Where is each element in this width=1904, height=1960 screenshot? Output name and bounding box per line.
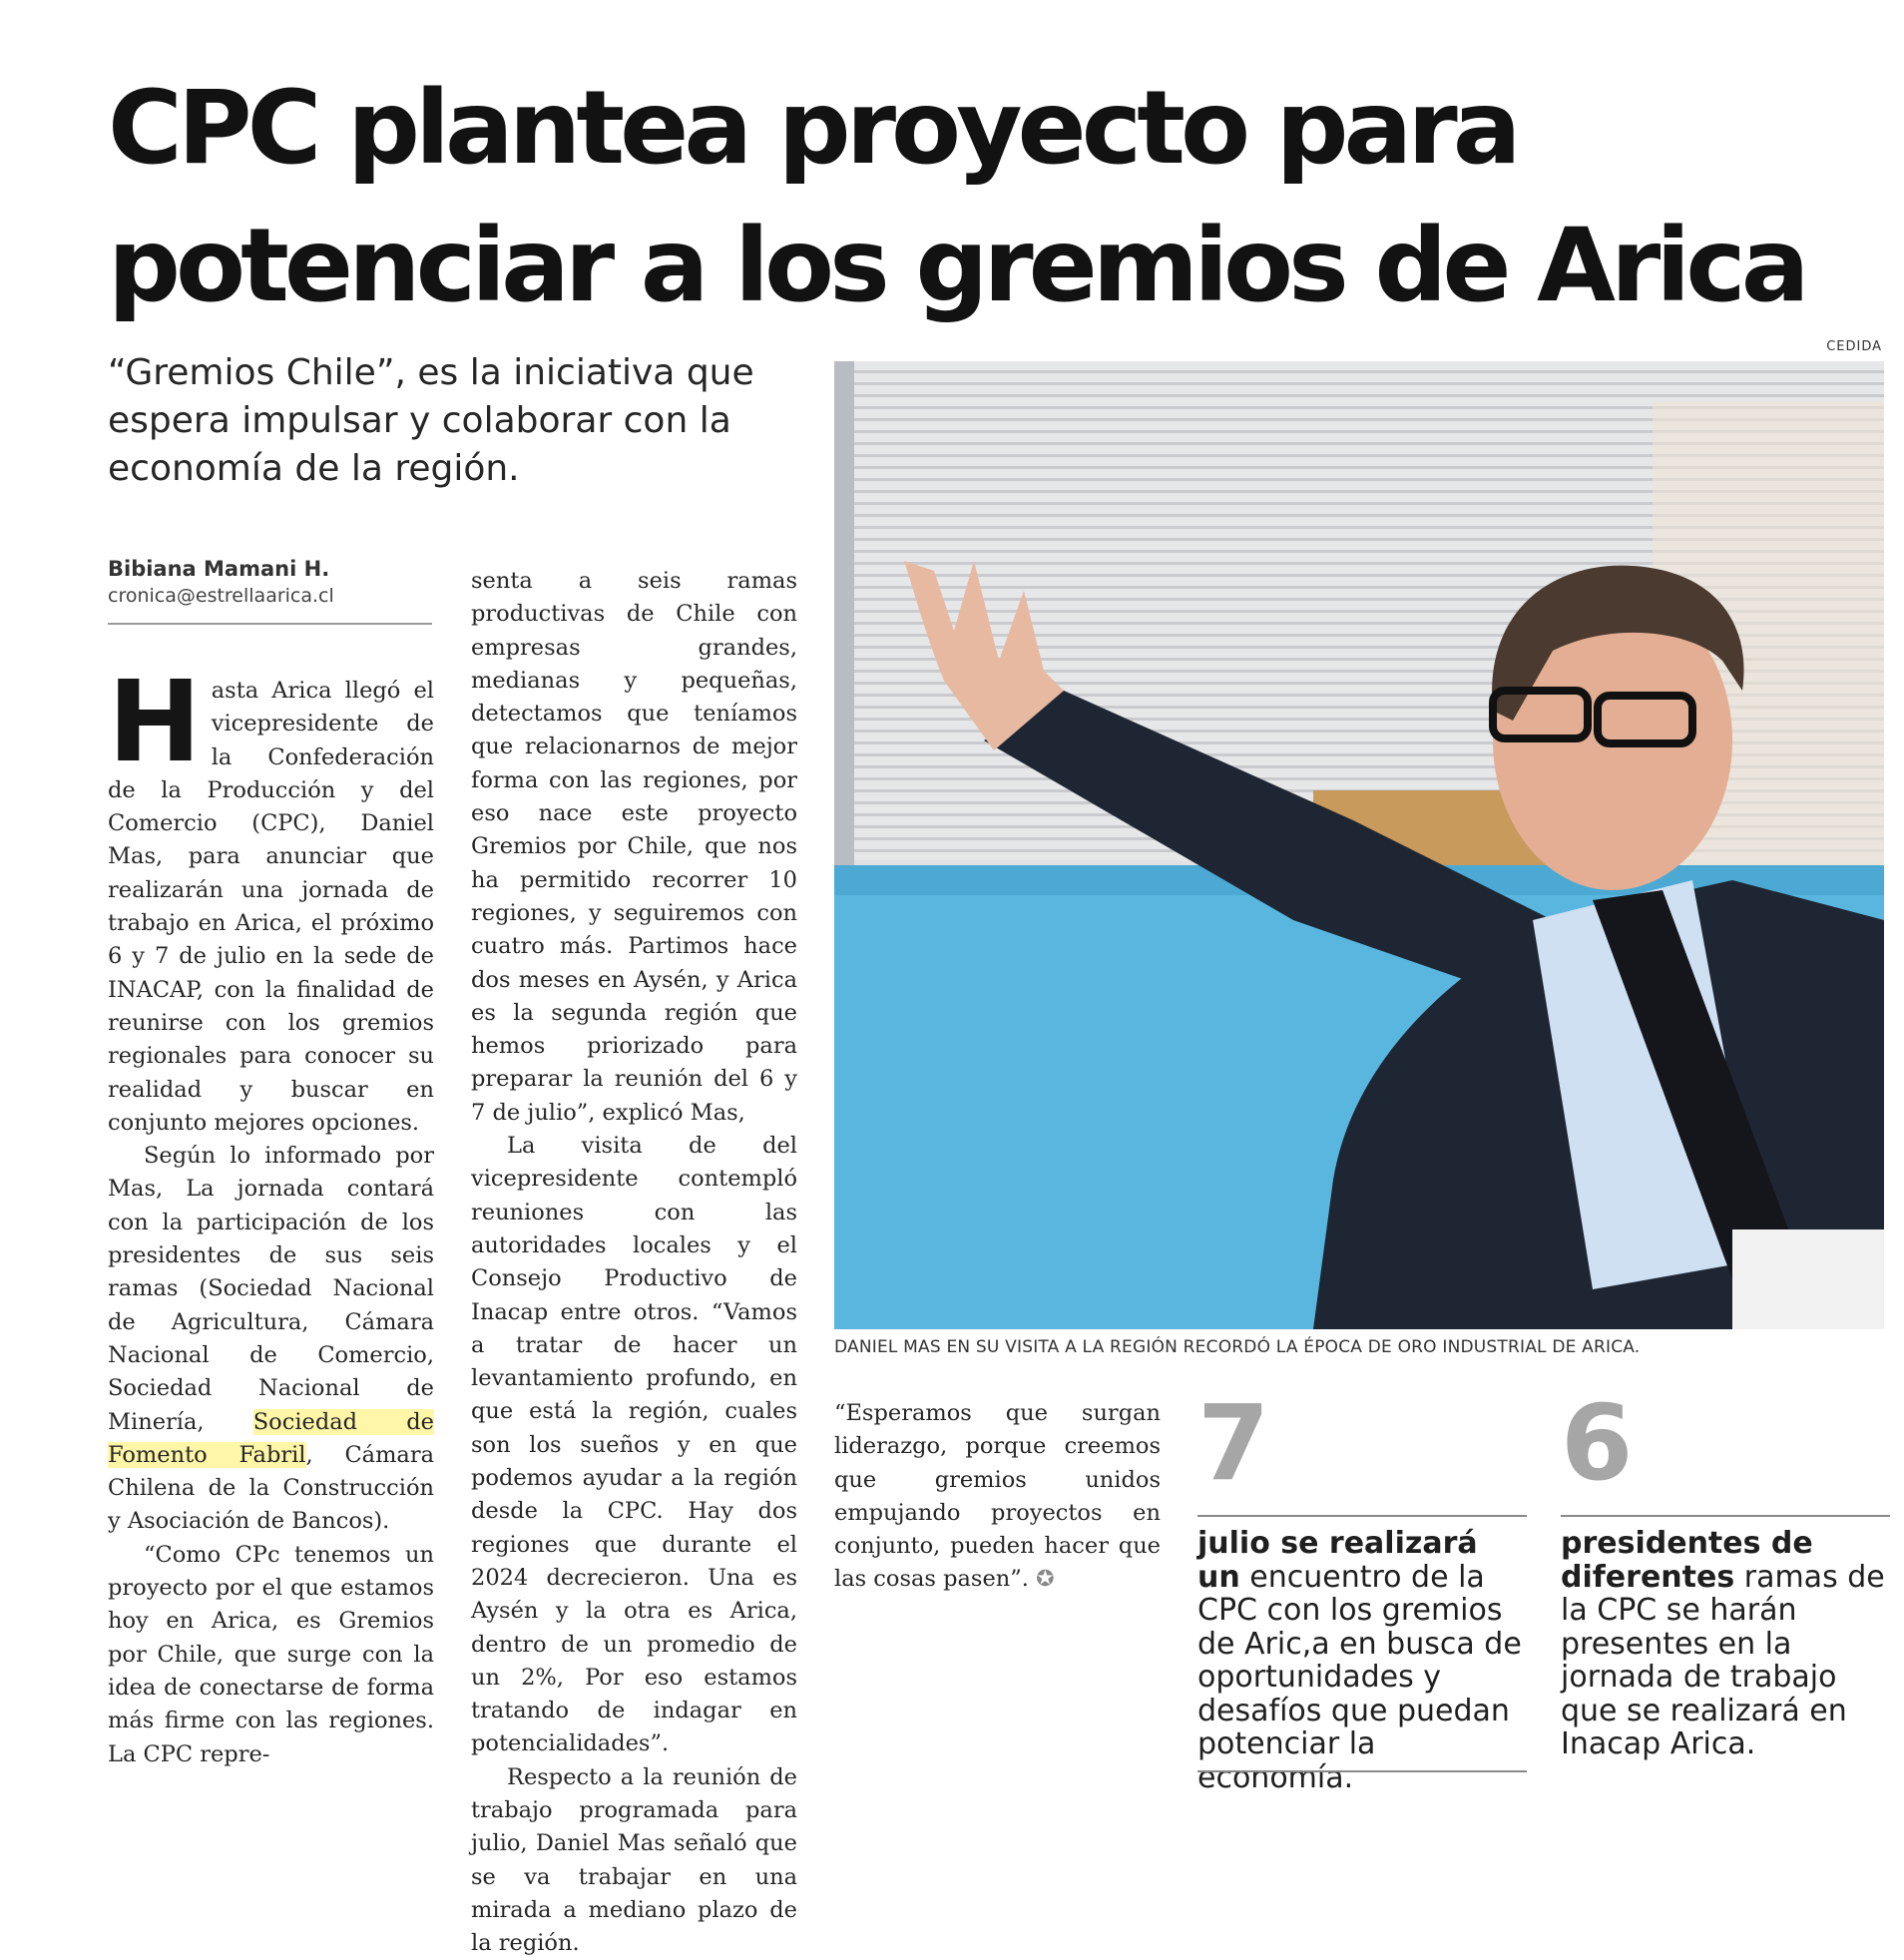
article-paragraph	[834, 1397, 1161, 1597]
article-column-3	[834, 1397, 1161, 1597]
stat-text	[1197, 1527, 1527, 1794]
stat-bottom-divider	[1197, 1770, 1527, 1772]
deck-subtitle: “Gremios Chile”, es la iniciativa que espera impulsar y colaborar con la economía de la región.	[108, 352, 754, 489]
article-paragraph	[108, 658, 434, 1140]
stat-text	[1561, 1527, 1890, 1761]
byline-divider	[108, 623, 432, 625]
article-column-2	[471, 565, 797, 1960]
article-paragraph: senta a seis ramas productivas de Chile con empresas grandes, medianas y pequeñas, detectamos que teníamos que relacionarnos de mejor forma con las regiones, por eso nace este proyecto Gremios por Chile, que nos ha permitido recorrer 10 regiones, y seguiremos con cuatro más. Partimos hace dos meses en Aysén, y Arica es la segunda región que hemos priorizado para preparar la reunión del 6 y 7 de julio”, explicó Mas,	[471, 568, 797, 1126]
stat-divider	[1561, 1515, 1890, 1517]
desk-papers	[1732, 1229, 1884, 1329]
byline	[108, 555, 432, 609]
byline-email[interactable]: cronica@estrellaarica.cl	[108, 585, 334, 607]
photo-credit: CEDIDA	[1826, 339, 1882, 354]
stat-number: 6	[1561, 1382, 1634, 1504]
highlighted-text: Sociedad de Fomento Fabril	[108, 1408, 434, 1468]
stat-body-text: encuentro de la CPC con los gremios de Aric,a en busca de oportunidades y desafíos que puedan potenciar la economía.	[1197, 1559, 1522, 1795]
article-column-1	[108, 658, 434, 1771]
article-paragraph	[108, 1140, 434, 1539]
headline: CPC plantea proyecto para potenciar a los gremios de Arica	[108, 69, 1805, 325]
stat-body-text: ramas de la CPC se harán presentes en la jornada de trabajo que se realizará en Inacap Arica.	[1561, 1559, 1885, 1761]
end-mark-icon: ✪	[1036, 1567, 1055, 1593]
paragraph-text: Según lo informado por Mas, La jornada contará con la participación de los presidentes de sus seis ramas (Sociedad Nacional de Agricultura, Cámara Nacional de Comercio, Sociedad Nacional de Minería,	[108, 1143, 434, 1435]
paragraph-text: , Cámara Chilena de la Construcción y Asociación de Bancos).	[108, 1441, 434, 1535]
article-paragraph: “Como CPc tenemos un proyecto por el que estamos hoy en Arica, es Gremios por Chile, que surge con la idea de conectarse de forma más firme con las regiones. La CPC repre-	[108, 1541, 434, 1767]
photo-caption: DANIEL MAS EN SU VISITA A LA REGIÓN RECORDÓ LA ÉPOCA DE ORO INDUSTRIAL DE ARICA.	[834, 1337, 1641, 1357]
article-paragraph: Respecto a la reunión de trabajo programada para julio, Daniel Mas señaló que se va trabajar en una mirada a mediano plazo de la región.	[471, 1763, 797, 1957]
stat-box	[1197, 1382, 1527, 1795]
stat-bold-text: julio se realizará un	[1197, 1526, 1478, 1595]
byline-author: Bibiana Mamani H.	[108, 557, 330, 581]
article-photo	[834, 361, 1884, 1329]
article-paragraph: La visita de del vicepresidente contempló reuniones con las autoridades locales y el Consejo Productivo de Inacap entre otros. “Vamos a tratar de hacer un levantamiento profundo, en que está la región, cuales son los sueños y en que podemos ayudar a la región desde la CPC. Hay dos regiones que durante el 2024 decrecieron. Una es Aysén y la otra es Arica, dentro de un promedio de un 2%, Por eso estamos tratando de indagar en potencialidades”.	[471, 1133, 797, 1757]
stat-bold-text: presidentes de diferentes	[1561, 1526, 1813, 1595]
paragraph-text: asta Arica llegó el vicepresidente de la Confederación de la Producción y del Comercio (CPC), Daniel Mas, para anunciar que realizarán una jornada de trabajo en Arica, el próximo 6 y 7 de julio en la sede de INACAP, con la finalidad de reunirse con los gremios regionales para conocer su realidad y buscar en conjunto mejores opciones.	[108, 678, 434, 1136]
stat-divider	[1197, 1515, 1527, 1517]
drop-cap: H	[108, 658, 202, 787]
paragraph-text: “Esperamos que surgan liderazgo, porque creemos que gremios unidos empujando proyectos en conjunto, pueden hacer que las cosas pasen”.	[834, 1400, 1161, 1593]
stat-number: 7	[1197, 1382, 1270, 1504]
stat-box	[1561, 1382, 1890, 1761]
